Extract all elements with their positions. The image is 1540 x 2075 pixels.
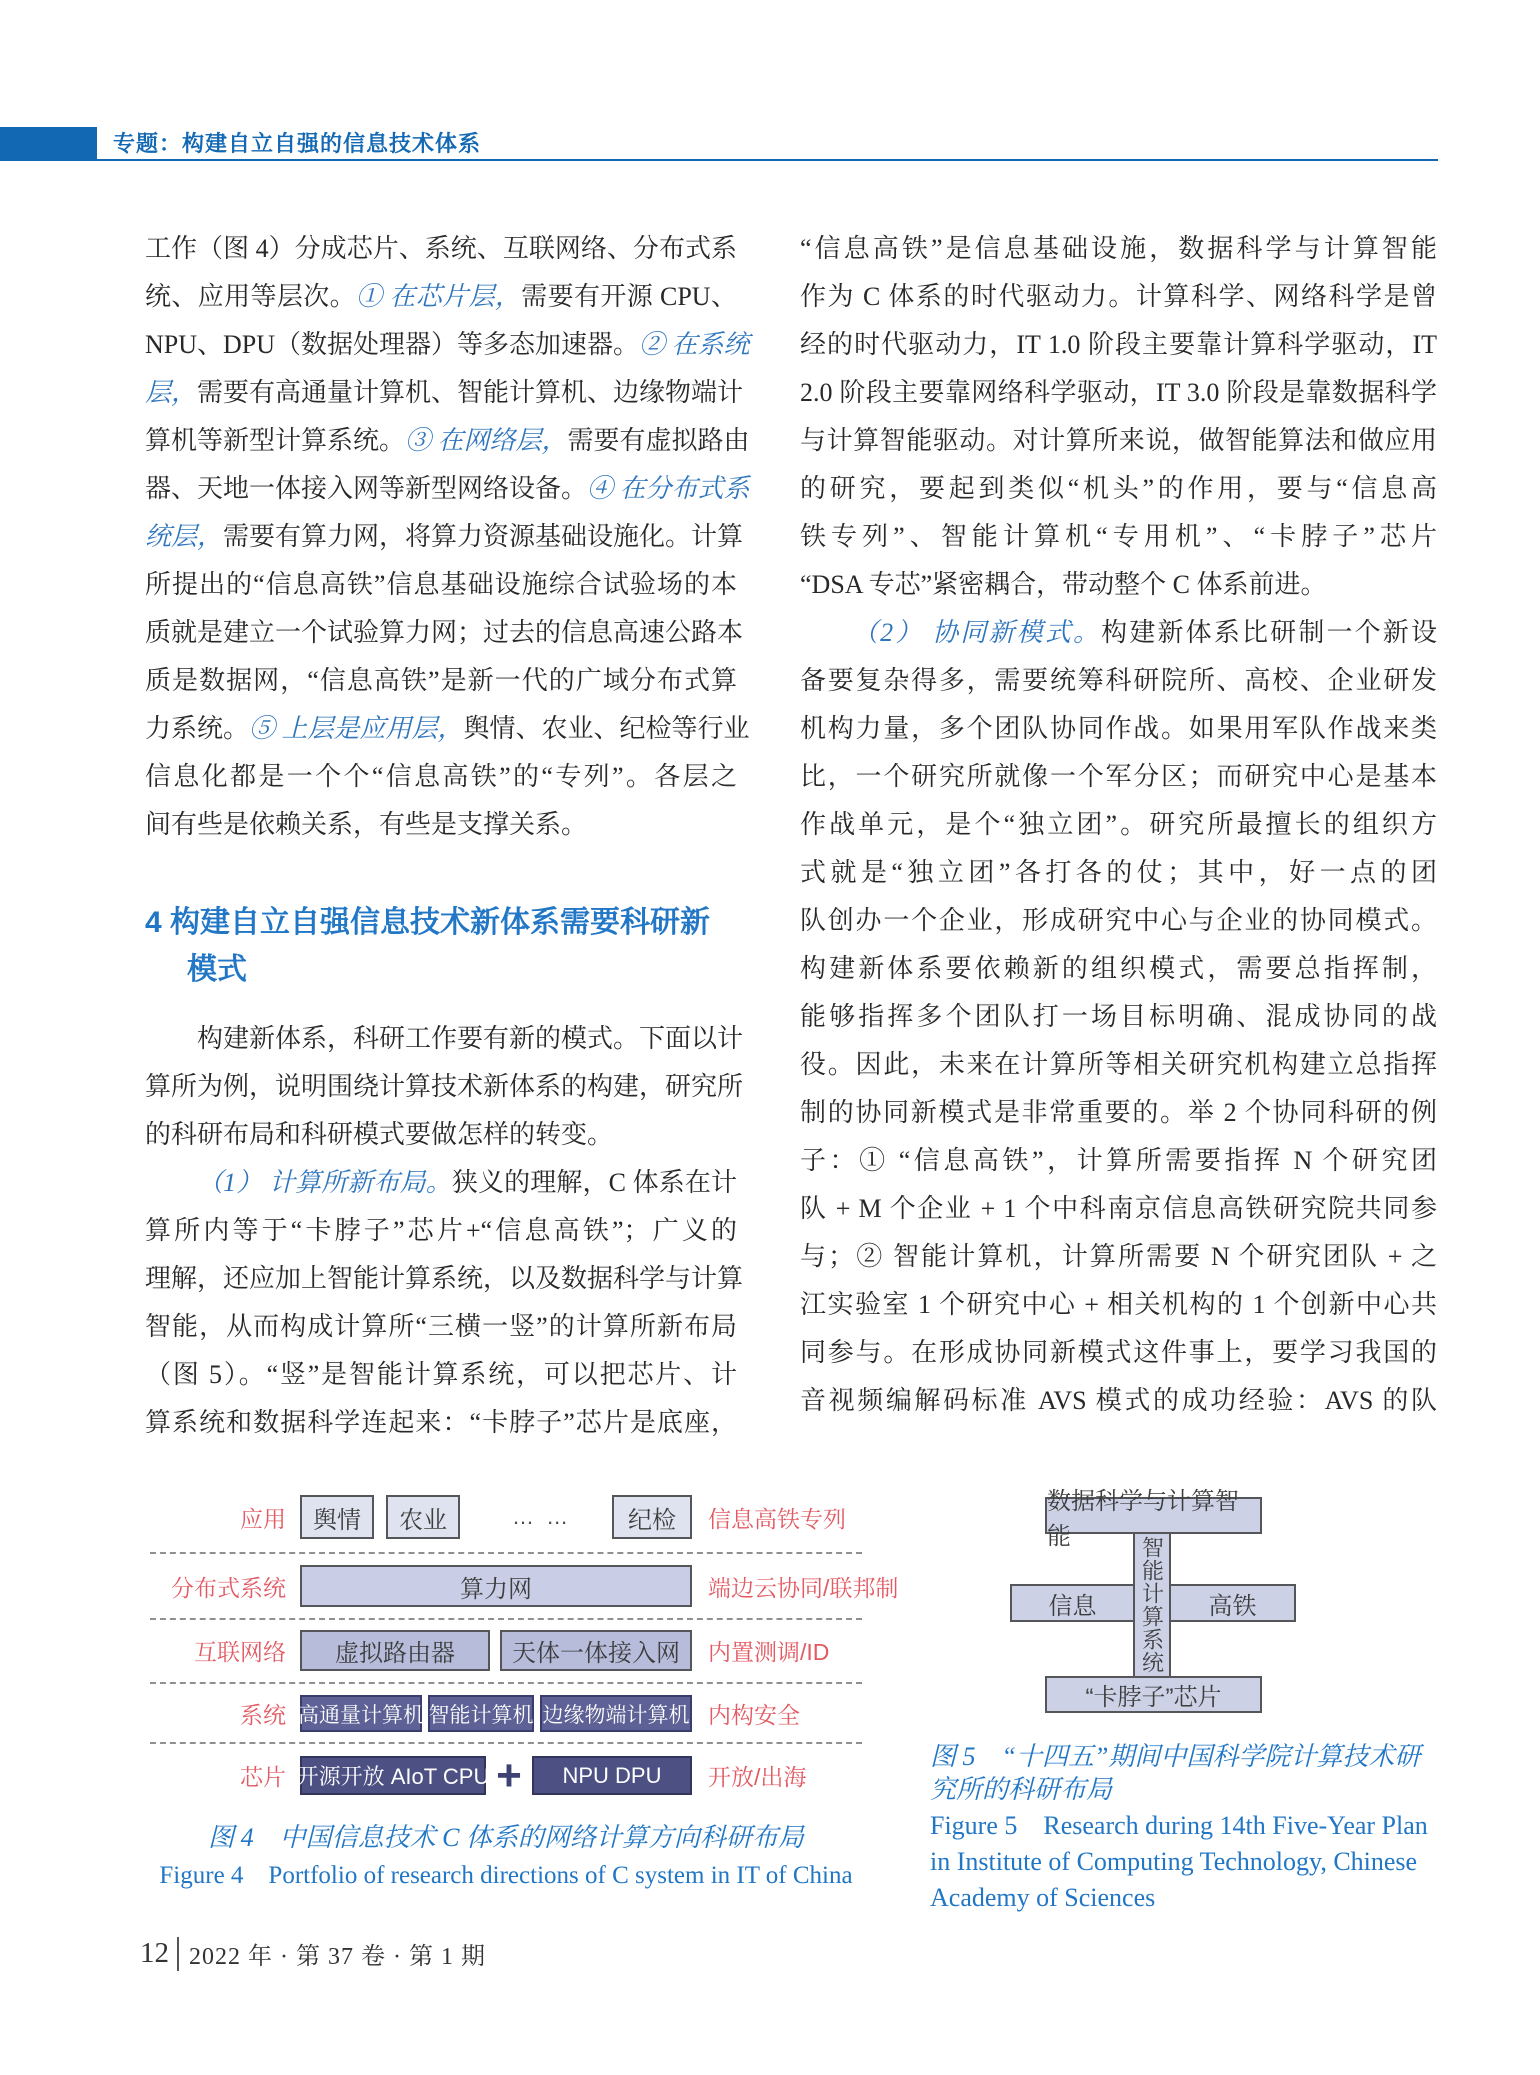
page-number: 12 [140, 1937, 169, 1969]
figure4-caption-en: Figure 4 Portfolio of research directions of C system in IT of China [159, 1862, 853, 1889]
text-segment: 工作（图 4）分成芯片、系统、互联网络、分布式系 [145, 234, 737, 263]
fig4-row-boxes [300, 1630, 692, 1671]
text-segment: NPU、DPU（数据处理器）等多态加速器。 [145, 330, 640, 359]
text-segment: 智能，从而构成计算所“三横一竖”的计算所新布局 [145, 1312, 737, 1341]
text-segment: （1） 计算所新布局。 [197, 1168, 452, 1197]
text-segment: 队创办一个企业，形成研究中心与企业的协同模式。 [800, 906, 1437, 935]
text-line [145, 465, 750, 513]
text-line [800, 369, 1437, 417]
text-segment: 与；② 智能计算机，计算所需要 N 个研究团队 + 之 [800, 1242, 1437, 1271]
right-para-1 [800, 225, 1437, 609]
text-segment: 间有些是依赖关系，有些是支撑关系。 [145, 810, 588, 839]
text-segment: 需要有算力网，将算力资源基础设施化。计算 [223, 522, 744, 551]
fig4-box: 舆情 [300, 1495, 374, 1539]
text-segment: 能够指挥多个团队打一场目标明确、混成协同的战 [800, 1002, 1437, 1031]
figure4-divider [150, 1618, 862, 1620]
text-segment: 算机等新型计算系统。 [145, 426, 406, 455]
text-line [800, 945, 1437, 993]
text-line [800, 1041, 1437, 1089]
fig4-row-4 [150, 1695, 862, 1732]
text-line [145, 801, 737, 849]
fig4-row-3 [150, 1630, 862, 1671]
text-segment: 制的协同新模式是非常重要的。举 2 个协同科研的例 [800, 1098, 1437, 1127]
text-segment: 队 + M 个企业 + 1 个中科南京信息高铁研究院共同参 [800, 1194, 1437, 1223]
fig4-row-label: 应用 [240, 1505, 286, 1532]
text-line [145, 225, 737, 273]
text-segment: 的研究，要起到类似“机头”的作用，要与“信息高 [800, 474, 1437, 503]
text-line [145, 1351, 737, 1399]
text-line [145, 561, 737, 609]
text-segment: ① 在芯片层， [356, 282, 522, 311]
fig4-box: 智能计算机 [428, 1695, 534, 1732]
footer-divider [177, 1937, 179, 1971]
left-column [145, 225, 750, 1447]
fig4-row-boxes [300, 1695, 692, 1732]
section-heading-line1: 4 构建自立自强信息技术新体系需要科研新 [145, 906, 711, 939]
fig4-annotation: 开放/出海 [708, 1764, 807, 1790]
figure4-divider [150, 1682, 862, 1684]
text-line [800, 1089, 1437, 1137]
text-segment: 力系统。 [145, 714, 250, 743]
text-segment: ⑤ 上层是应用层， [249, 714, 464, 743]
fig4-box: 开源开放 AIoT CPU [300, 1756, 486, 1795]
fig4-row-label: 芯片 [240, 1764, 286, 1790]
text-line [800, 1185, 1437, 1233]
text-line [800, 753, 1437, 801]
text-segment: 质就是建立一个试验算力网；过去的信息高速公路本 [145, 618, 744, 647]
text-line [800, 1329, 1437, 1377]
text-line [145, 1063, 744, 1111]
fig4-row-label: 系统 [240, 1702, 286, 1728]
text-line [145, 513, 744, 561]
fig4-box: 算力网 [300, 1565, 692, 1607]
fig4-dots: … … [512, 1504, 572, 1529]
fig4-annotation: 内构安全 [708, 1702, 800, 1728]
text-line [145, 753, 737, 801]
text-segment: 2.0 阶段主要靠网络科学驱动，IT 3.0 阶段是靠数据科学 [800, 378, 1437, 407]
text-segment: 式就是“独立团”各打各的仗；其中，好一点的团 [800, 858, 1437, 887]
header-topic-label: 专题：构建自立自强的信息技术体系 [113, 131, 482, 156]
fig4-row-1 [150, 1495, 862, 1539]
text-segment: 层， [145, 378, 198, 407]
text-segment: 统、应用等层次。 [145, 282, 357, 311]
text-line [145, 657, 737, 705]
fig4-plus: + [496, 1751, 522, 1800]
figure4-divider [150, 1742, 862, 1744]
right-column [800, 225, 1437, 1425]
fig4-annotation: 端边云协同/联邦制 [708, 1574, 899, 1601]
text-line [800, 1137, 1437, 1185]
left-para-3 [145, 1159, 744, 1447]
text-segment: 算所内等于“卡脖子”芯片+“信息高铁”；广义的 [145, 1216, 737, 1245]
figure5-box-data-science: 数据科学与计算智能 [1045, 1497, 1262, 1534]
text-segment: 机构力量，多个团队协同作战。如果用军队作战来类 [800, 714, 1437, 743]
fig4-box: NPU DPU [532, 1756, 692, 1795]
text-line [145, 609, 744, 657]
figure5-diagram [930, 1487, 1437, 1920]
text-segment: 算系统和数据科学连起来：“卡脖子”芯片是底座， [145, 1408, 737, 1437]
text-segment: 音视频编解码标准 AVS 模式的成功经验：AVS 的队 [800, 1386, 1437, 1415]
figure4-divider [150, 1552, 862, 1554]
text-segment: 同参与。在形成协同新模式这件事上，要学习我国的 [800, 1338, 1437, 1367]
fig4-row-boxes [296, 1751, 692, 1800]
text-line [800, 1377, 1437, 1425]
text-segment: 的科研布局和科研模式要做怎样的转变。 [145, 1120, 614, 1149]
text-segment: 需要有虚拟路由 [567, 426, 750, 455]
fig4-row-boxes [300, 1565, 692, 1607]
text-line [145, 1111, 737, 1159]
fig4-row-2 [150, 1565, 899, 1607]
text-line [145, 273, 737, 321]
text-segment: ② 在系统 [639, 330, 750, 359]
text-line [145, 417, 750, 465]
page-footer [140, 1936, 486, 1971]
text-segment: “信息高铁”是信息基础设施，数据科学与计算智能 [800, 234, 1437, 263]
text-segment: 作战单元，是个“独立团”。研究所最擅长的组织方 [800, 810, 1437, 839]
fig4-box: 虚拟路由器 [300, 1630, 490, 1671]
text-line [800, 321, 1437, 369]
text-segment: 需要有开源 CPU、 [521, 282, 737, 311]
text-line [800, 609, 1437, 657]
text-line [800, 705, 1437, 753]
fig4-box: 边缘物端计算机 [540, 1695, 692, 1732]
figure5-box-intelligent-computing: 智能计算系统 [1133, 1532, 1171, 1678]
text-line [800, 897, 1437, 945]
text-segment: 需要有高通量计算机、智能计算机、边缘物端计 [197, 378, 744, 407]
header-accent-band [0, 127, 97, 161]
text-segment: 经的时代驱动力，IT 1.0 阶段主要靠计算科学驱动，IT [800, 330, 1437, 359]
text-line [145, 321, 750, 369]
text-line [800, 993, 1437, 1041]
text-line [800, 273, 1437, 321]
figure5-box-highspeed-rail: 高铁 [1169, 1584, 1296, 1622]
text-line [800, 849, 1437, 897]
text-segment: 构建新体系，科研工作要有新的模式。下面以计 [197, 1024, 744, 1053]
fig4-annotation: 内置测调/ID [708, 1639, 830, 1665]
text-segment: （2） 协同新模式。 [852, 618, 1102, 647]
left-para-1 [145, 225, 750, 849]
left-para-2 [145, 1015, 744, 1159]
section-heading-line2: 模式 [187, 953, 247, 986]
fig4-row-5 [150, 1751, 862, 1800]
text-line [145, 1015, 744, 1063]
text-segment: 比，一个研究所就像一个军分区；而研究中心是基本 [800, 762, 1437, 791]
fig4-annotation: 信息高铁专列 [708, 1505, 846, 1532]
text-segment: ③ 在网络层， [405, 426, 568, 455]
text-segment: 与计算智能驱动。对计算所来说，做智能算法和做应用 [800, 426, 1437, 455]
text-segment: 子：① “信息高铁”，计算所需要指挥 N 个研究团 [800, 1146, 1437, 1175]
text-line [800, 465, 1437, 513]
figure5-caption-en: Figure 5 Research during 14th Five-Year Plan in Institute of Computing Technology, Chinese Academy of Sciences [930, 1811, 1428, 1912]
text-segment: 构建新体系要依赖新的组织模式，需要总指挥制， [800, 954, 1437, 983]
text-line [145, 1303, 737, 1351]
text-segment: 役。因此，未来在计算所等相关研究机构建立总指挥 [800, 1050, 1437, 1079]
text-segment: 舆情、农业、纪检等行业 [463, 714, 750, 743]
text-line [145, 1159, 737, 1207]
text-segment: 算所为例，说明围绕计算技术新体系的构建，研究所 [145, 1072, 744, 1101]
fig4-box: 高通量计算机 [300, 1695, 422, 1732]
text-segment: 理解，还应加上智能计算系统，以及数据科学与计算 [145, 1264, 744, 1293]
text-segment: （图 5）。“竖”是智能计算系统，可以把芯片、计 [145, 1360, 737, 1389]
figure5-caption-zh: 图 5 “十四五”期间中国科学院计算技术研究所的科研布局 [930, 1742, 1421, 1804]
text-segment: ④ 在分布式系 [587, 474, 750, 503]
text-line [800, 561, 1437, 609]
text-line [145, 1207, 737, 1255]
text-line [145, 1255, 744, 1303]
text-line [800, 801, 1437, 849]
header-rule [97, 159, 1438, 161]
figure4-caption-zh: 图 4 中国信息技术 C 体系的网络计算方向科研布局 [208, 1823, 804, 1852]
text-segment: 器、天地一体接入网等新型网络设备。 [145, 474, 588, 503]
fig4-row-label: 互联网络 [194, 1639, 286, 1665]
text-line [800, 513, 1437, 561]
text-segment: 备要复杂得多，需要统筹科研院所、高校、企业研发 [800, 666, 1437, 695]
text-line [800, 225, 1437, 273]
fig4-row-boxes [300, 1495, 692, 1539]
issue-info: 2022 年 · 第 37 卷 · 第 1 期 [189, 1944, 486, 1970]
text-line [800, 417, 1437, 465]
figure5-box-choke-chip: “卡脖子”芯片 [1045, 1676, 1262, 1713]
section-heading [145, 899, 737, 993]
text-segment: 狭义的理解，C 体系在计 [451, 1168, 737, 1197]
text-segment: 信息化都是一个个“信息高铁”的“专列”。各层之 [145, 762, 737, 791]
text-segment: 作为 C 体系的时代驱动力。计算科学、网络科学是曾 [800, 282, 1437, 311]
text-line [145, 705, 750, 753]
text-segment: 质是数据网，“信息高铁”是新一代的广域分布式算 [145, 666, 737, 695]
text-segment: 铁专列”、智能计算机“专用机”、“卡脖子”芯片 [800, 522, 1437, 551]
figure4-diagram [150, 1490, 899, 1920]
text-segment: 构建新体系比研制一个新设 [1101, 618, 1437, 647]
fig4-box: 纪检 [612, 1495, 692, 1539]
text-line [800, 1281, 1437, 1329]
text-segment: “DSA 专芯”紧密耦合，带动整个 C 体系前进。 [800, 570, 1327, 599]
fig4-box: 天体一体接入网 [500, 1630, 692, 1671]
text-line [800, 1233, 1437, 1281]
fig4-row-label: 分布式系统 [171, 1574, 286, 1601]
right-para-2 [800, 609, 1437, 1425]
text-segment: 统层， [145, 522, 224, 551]
text-line [145, 1399, 737, 1447]
text-line [145, 369, 744, 417]
text-segment: 所提出的“信息高铁”信息基础设施综合试验场的本 [145, 570, 737, 599]
fig4-box: 农业 [386, 1495, 460, 1539]
text-line [800, 657, 1437, 705]
figure5-box-information: 信息 [1010, 1584, 1135, 1622]
text-segment: 江实验室 1 个研究中心 + 相关机构的 1 个创新中心共 [800, 1290, 1437, 1319]
